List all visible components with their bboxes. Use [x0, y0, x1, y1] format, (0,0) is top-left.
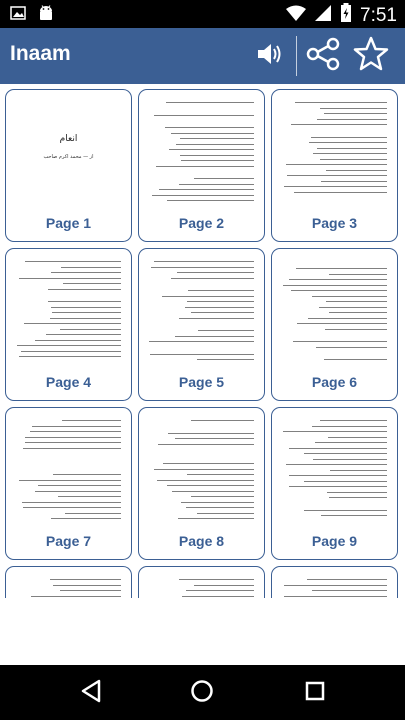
text-line: [286, 464, 387, 465]
text-line: [295, 102, 387, 103]
text-line: [284, 585, 387, 586]
text-line: [165, 127, 254, 128]
thumbnail-author: از — محمد اکرم صاحب: [43, 154, 94, 160]
text-line: [312, 590, 387, 591]
text-line: [304, 481, 387, 482]
text-line: [289, 448, 387, 449]
text-line: [186, 507, 254, 508]
text-line: [25, 261, 121, 262]
text-line: [62, 420, 121, 421]
text-line: [35, 340, 121, 341]
text-line: [151, 267, 254, 268]
share-icon: [305, 36, 341, 77]
battery-icon: [340, 3, 352, 28]
page-card[interactable]: [138, 566, 265, 598]
text-line: [297, 323, 387, 324]
page-label: Page 9: [311, 533, 358, 549]
text-line: [181, 160, 254, 161]
text-line: [283, 431, 387, 432]
text-line: [50, 579, 121, 580]
text-line: [50, 318, 121, 319]
text-line: [51, 518, 121, 519]
text-line: [329, 312, 387, 313]
page-card[interactable]: [5, 89, 132, 242]
text-line: [53, 585, 121, 586]
text-line: [325, 329, 387, 330]
empty-area: [0, 598, 405, 665]
text-line: [48, 289, 121, 290]
page-label: Page 5: [178, 374, 225, 390]
text-line: [61, 267, 121, 268]
page-label: Page 7: [45, 533, 92, 549]
text-line: [312, 426, 387, 427]
text-line: [327, 492, 387, 493]
page-grid: [5, 89, 398, 598]
text-line: [167, 200, 254, 201]
page-label: Page 6: [311, 374, 358, 390]
text-line: [312, 296, 387, 297]
status-bar: [0, 0, 405, 28]
page-thumbnail: [147, 575, 256, 598]
text-line: [154, 469, 254, 470]
text-line: [191, 312, 254, 313]
text-line: [154, 115, 254, 116]
text-line: [307, 579, 387, 580]
text-line: [287, 175, 387, 176]
text-line: [185, 307, 254, 308]
text-line: [284, 596, 387, 597]
text-line: [63, 283, 121, 284]
text-line: [293, 341, 387, 342]
text-line: [191, 420, 254, 421]
text-line: [157, 480, 254, 481]
text-line: [329, 274, 387, 275]
recents-button[interactable]: [300, 678, 330, 708]
text-line: [289, 279, 387, 280]
text-line: [175, 336, 254, 337]
text-line: [166, 102, 254, 103]
text-line: [315, 442, 387, 443]
text-line: [198, 330, 254, 331]
text-line: [187, 301, 254, 302]
page-thumbnail: [280, 98, 389, 208]
text-line: [180, 155, 254, 156]
page-thumbnail: [280, 575, 389, 598]
text-line: [35, 491, 121, 492]
app-title: Inaam: [10, 42, 71, 65]
text-line: [317, 119, 387, 120]
text-line: [51, 307, 121, 308]
page-thumbnail: [14, 416, 123, 526]
text-line: [60, 590, 121, 591]
text-line: [291, 124, 387, 125]
clock: 7:51: [360, 4, 397, 26]
page-label: Page 1: [45, 215, 92, 231]
text-line: [176, 144, 254, 145]
page-card[interactable]: [271, 407, 398, 560]
text-line: [167, 485, 254, 486]
text-line: [179, 318, 254, 319]
page-card[interactable]: [271, 566, 398, 598]
navigation-bar: [0, 665, 405, 720]
back-button[interactable]: [76, 678, 106, 708]
text-line: [180, 138, 254, 139]
text-line: [19, 480, 121, 481]
page-card[interactable]: [5, 248, 132, 401]
home-icon: [190, 679, 214, 708]
text-line: [313, 459, 387, 460]
text-line: [311, 137, 387, 138]
text-line: [316, 347, 387, 348]
text-line: [194, 178, 255, 179]
image-icon: [10, 5, 26, 26]
text-line: [329, 497, 387, 498]
text-line: [317, 148, 387, 149]
text-line: [330, 470, 387, 471]
text-line: [23, 448, 121, 449]
back-icon: [80, 679, 102, 708]
thumbnail-title: انعام: [59, 134, 78, 144]
page-thumbnail: [147, 416, 256, 526]
text-line: [38, 485, 121, 486]
text-line: [23, 507, 121, 508]
page-label: Page 3: [311, 215, 358, 231]
text-line: [284, 186, 387, 187]
text-line: [187, 474, 254, 475]
text-line: [294, 192, 388, 193]
text-line: [158, 444, 254, 445]
text-line: [171, 278, 254, 279]
text-line: [51, 272, 121, 273]
text-line: [178, 518, 254, 519]
text-line: [197, 359, 254, 360]
page-card[interactable]: [271, 248, 398, 401]
text-line: [65, 513, 121, 514]
text-line: [53, 474, 121, 475]
page-card[interactable]: [271, 89, 398, 242]
text-line: [48, 301, 121, 302]
text-line: [309, 142, 387, 143]
text-line: [179, 184, 254, 185]
text-line: [321, 181, 387, 182]
text-line: [19, 278, 121, 279]
text-line: [283, 285, 387, 286]
text-line: [181, 502, 254, 503]
text-line: [171, 133, 254, 134]
text-line: [21, 351, 121, 352]
page-label: Page 4: [45, 374, 92, 390]
star-icon: [352, 35, 390, 78]
text-line: [188, 290, 254, 291]
text-line: [60, 329, 121, 330]
text-line: [58, 496, 121, 497]
text-line: [154, 261, 254, 262]
text-line: [168, 433, 254, 434]
page-thumbnail: [14, 98, 123, 208]
text-line: [152, 195, 254, 196]
page-thumbnail: [14, 575, 123, 598]
page-card[interactable]: [138, 248, 265, 401]
text-line: [52, 312, 121, 313]
text-line: [22, 502, 121, 503]
android-icon: [38, 5, 54, 26]
page-label: Page 2: [178, 215, 225, 231]
text-line: [32, 426, 121, 427]
text-line: [19, 356, 121, 357]
text-line: [177, 272, 254, 273]
page-grid-scroll[interactable]: [0, 84, 405, 598]
text-line: [169, 149, 254, 150]
page-card[interactable]: [5, 407, 132, 560]
text-line: [159, 189, 254, 190]
text-line: [194, 585, 254, 586]
recents-icon: [304, 680, 326, 707]
text-line: [324, 113, 387, 114]
text-line: [321, 515, 387, 516]
app-bar: [0, 28, 405, 84]
page-card[interactable]: [138, 89, 265, 242]
page-card[interactable]: [138, 407, 265, 560]
text-line: [320, 420, 387, 421]
sound-icon: [255, 39, 285, 74]
text-line: [25, 437, 121, 438]
text-line: [191, 496, 254, 497]
text-line: [25, 442, 121, 443]
text-line: [289, 475, 387, 476]
page-thumbnail: [280, 416, 389, 526]
signal-icon: [314, 4, 332, 27]
page-thumbnail: [147, 257, 256, 367]
text-line: [326, 170, 387, 171]
text-line: [186, 590, 254, 591]
text-line: [308, 318, 387, 319]
text-line: [286, 164, 387, 165]
text-line: [197, 513, 254, 514]
text-line: [175, 438, 255, 439]
text-line: [291, 290, 387, 291]
sound-button[interactable]: [250, 36, 290, 76]
text-line: [313, 153, 387, 154]
text-line: [163, 463, 254, 464]
text-line: [179, 579, 254, 580]
favorite-button[interactable]: [351, 36, 391, 76]
text-line: [162, 296, 254, 297]
text-line: [30, 431, 121, 432]
text-line: [289, 486, 387, 487]
text-line: [182, 596, 254, 597]
action-divider: [296, 36, 297, 76]
text-line: [304, 510, 387, 511]
text-line: [320, 159, 387, 160]
text-line: [31, 596, 121, 597]
text-line: [319, 307, 387, 308]
page-thumbnail: [280, 257, 389, 367]
text-line: [296, 268, 387, 269]
wifi-icon: [286, 4, 306, 27]
text-line: [17, 345, 121, 346]
text-line: [24, 323, 122, 324]
text-line: [328, 437, 387, 438]
text-line: [172, 491, 254, 492]
text-line: [326, 301, 387, 302]
share-button[interactable]: [303, 36, 343, 76]
page-thumbnail: [147, 98, 256, 208]
text-line: [320, 108, 387, 109]
page-thumbnail: [14, 257, 123, 367]
text-line: [324, 359, 387, 360]
text-line: [149, 341, 254, 342]
text-line: [304, 453, 387, 454]
text-line: [150, 354, 254, 355]
text-line: [156, 166, 254, 167]
page-label: Page 8: [178, 533, 225, 549]
page-card[interactable]: [5, 566, 132, 598]
text-line: [46, 334, 121, 335]
home-button[interactable]: [187, 678, 217, 708]
